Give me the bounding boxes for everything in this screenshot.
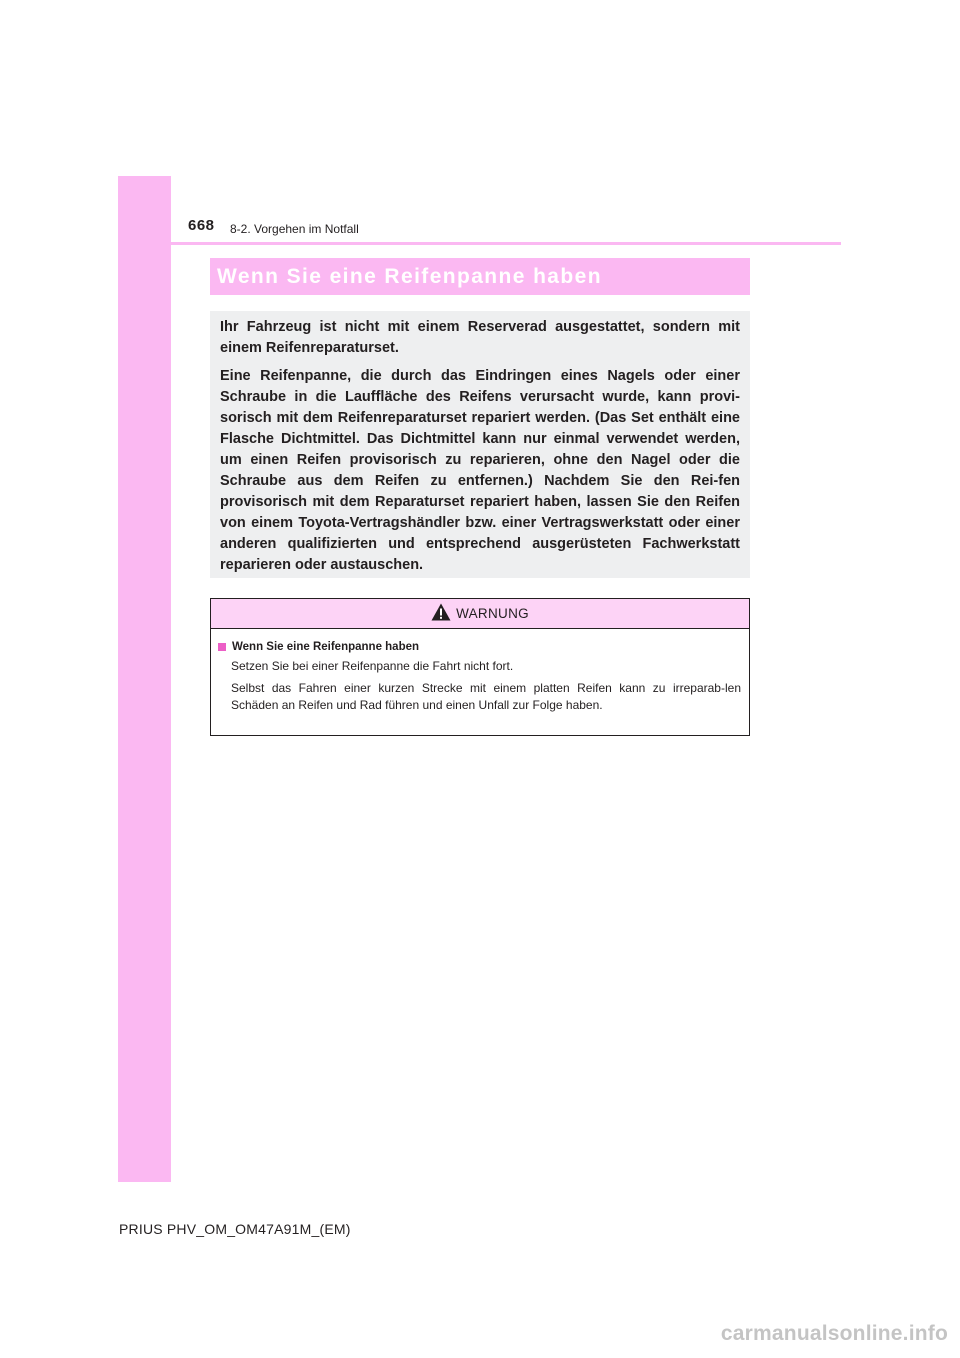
warning-subheading-text: Wenn Sie eine Reifenpanne haben bbox=[232, 641, 420, 653]
watermark: carmanualsonline.info bbox=[720, 1322, 948, 1345]
section-title-bar bbox=[210, 258, 750, 295]
warning-header bbox=[211, 599, 749, 629]
page-number: 668 bbox=[188, 217, 215, 234]
intro-paragraph-1: Ihr Fahrzeug ist nicht mit einem Reserverad ausgestattet, sondern mit einem Reifenreparaturset. bbox=[220, 319, 740, 356]
warning-triangle-icon bbox=[431, 603, 451, 621]
intro-paragraph-2: Eine Reifenpanne, die durch das Eindringen eines Nagels oder einer Schraube in die Lauffläche des Reifens verursacht wurde, kann provi-sorisch mit dem Reifenreparaturset repariert werden. (Das Set enthält eine Flasche Dichtmittel. Das Dichtmittel kann nur einmal verwendet werden, um einen Reifen provisorisch zu reparieren, ohne den Nagel oder die Schraube aus dem Reifen zu entfernen.) Nachdem Sie den Rei-fen provisorisch mit dem Reparaturset repariert haben, lassen Sie den Reifen von einem Toyota-Vertragshändler bzw. einer Vertragswerkstatt oder einer anderen qualifizierten und entsprechend ausgerüsteten Fachwerkstatt reparieren oder austauschen. bbox=[220, 368, 740, 573]
warning-paragraph-1: Setzen Sie bei einer Reifenpanne die Fahrt nicht fort. bbox=[231, 659, 514, 673]
warning-box bbox=[210, 598, 750, 736]
square-bullet-icon bbox=[218, 643, 226, 651]
warning-subheading bbox=[218, 641, 741, 653]
warning-body bbox=[211, 629, 749, 714]
intro-box bbox=[210, 311, 750, 578]
breadcrumb: 8-2. Vorgehen im Notfall bbox=[230, 222, 359, 236]
footer-doc-code: PRIUS PHV_OM_OM47A91M_(EM) bbox=[119, 1221, 351, 1237]
header-rule bbox=[118, 242, 841, 245]
warning-label: WARNUNG bbox=[456, 606, 529, 621]
side-tab-strip bbox=[118, 176, 171, 1182]
warning-paragraph-2: Selbst das Fahren einer kurzen Strecke mit einem platten Reifen kann zu irreparab-len Schäden an Reifen und Rad führen und einen Unfall zur Folge haben. bbox=[231, 681, 741, 712]
section-title: Wenn Sie eine Reifenpanne haben bbox=[217, 264, 602, 288]
